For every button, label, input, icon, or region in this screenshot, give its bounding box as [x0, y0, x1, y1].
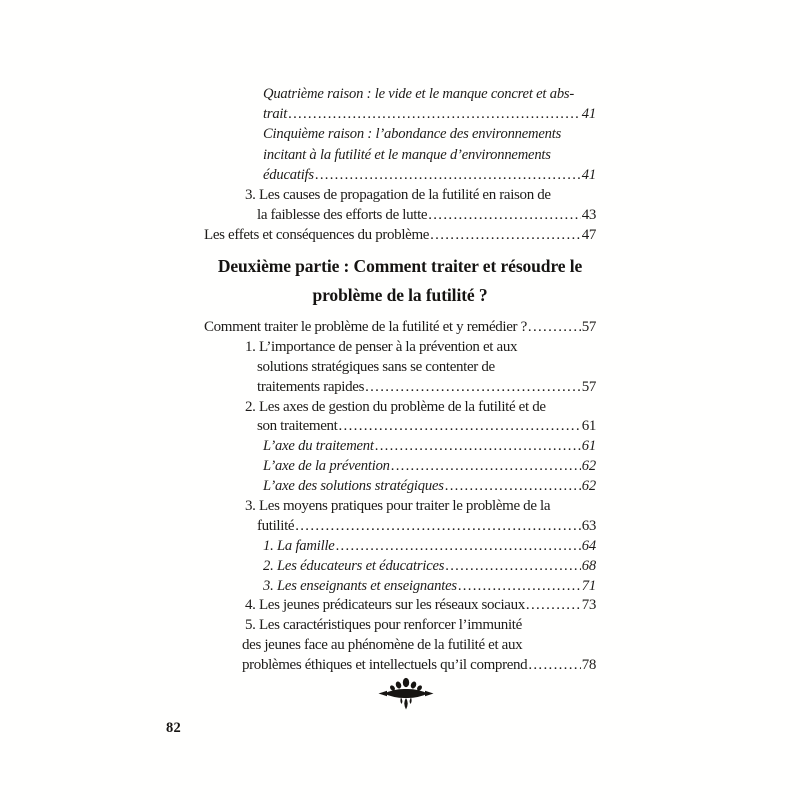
toc-entry-line — [204, 596, 596, 616]
toc-entry-text: 2. Les axes de gestion du problème de la futilité et de — [245, 398, 546, 415]
toc-entry-line — [204, 225, 596, 245]
toc-entry-page: 68 — [581, 557, 596, 574]
dot-leader — [458, 577, 581, 597]
dot-leader — [526, 596, 581, 616]
dot-leader — [336, 537, 581, 557]
toc-entry-line — [204, 378, 596, 398]
toc-entry-line — [204, 656, 596, 676]
toc-entry-page: 57 — [581, 319, 596, 335]
toc-entry-line — [204, 417, 596, 437]
toc-entry-line — [204, 517, 596, 537]
part-heading-line1: Deuxième partie : Comment traiter et résoudre le — [217, 256, 583, 276]
toc-entry-text: 2. Les éducateurs et éducatrices — [263, 557, 445, 574]
toc-entry-line — [204, 205, 596, 225]
toc-entry-line — [204, 84, 596, 104]
toc-entry-line — [204, 185, 596, 205]
toc-entry-page: 57 — [581, 378, 596, 395]
toc-entry-text: trait — [263, 106, 288, 123]
dot-leader — [295, 517, 580, 537]
fleuron-ornament-icon — [378, 677, 434, 711]
toc-entry-line — [204, 338, 596, 358]
toc-entry-text: L’axe du traitement — [263, 438, 374, 455]
toc-entry-text: incitant à la futilité et le manque d’environnements — [263, 146, 551, 163]
toc-entry-page: 62 — [581, 478, 596, 495]
toc-entry-text: 5. Les caractéristiques pour renforcer l’immunité — [245, 617, 522, 634]
toc-entry-text: 3. Les causes de propagation de la futilité en raison de — [245, 186, 551, 203]
toc-entry-text: solutions stratégiques sans se contenter de — [257, 358, 495, 375]
toc-entry-page: 61 — [581, 418, 596, 435]
toc-entry-line — [204, 497, 596, 517]
toc-block-main — [204, 318, 596, 676]
toc-entry-line — [204, 318, 596, 338]
toc-entry-page: 41 — [581, 166, 596, 183]
dot-leader — [445, 477, 581, 497]
toc-entry-text: traitements rapides — [257, 378, 365, 395]
toc-block-top — [204, 84, 596, 246]
page-number: 82 — [166, 720, 181, 736]
toc-entry-page: 63 — [581, 517, 596, 534]
toc-entry-line — [204, 165, 596, 185]
toc-entry-text: L’axe de la prévention — [263, 458, 390, 475]
toc-entry-text: Comment traiter le problème de la futilité et y remédier ? — [204, 319, 527, 335]
toc-entry-text: 1. La famille — [263, 537, 335, 554]
toc-entry-text: des jeunes face au phénomène de la futilité et aux — [242, 637, 523, 654]
toc-entry-line — [204, 636, 596, 656]
dot-leader — [430, 225, 581, 245]
toc-entry-text: Quatrième raison : le vide et le manque concret et abs- — [263, 86, 575, 102]
toc-entry-line — [204, 104, 596, 124]
toc-entry-line — [204, 358, 596, 378]
toc-entry-text: 3. Les enseignants et enseignantes — [263, 577, 457, 594]
dot-leader — [445, 557, 581, 577]
toc-entry-page: 47 — [581, 227, 596, 244]
dot-leader — [528, 318, 581, 338]
toc-entry-page: 64 — [581, 537, 596, 554]
toc-entry-text: 4. Les jeunes prédicateurs sur les réseaux sociaux — [245, 597, 525, 614]
toc-entry-text: son traitement — [257, 418, 338, 435]
toc-entry-text: la faiblesse des efforts de lutte — [257, 207, 428, 224]
toc-entry-text: L’axe des solutions stratégiques — [263, 478, 444, 495]
toc-entry-text: 3. Les moyens pratiques pour traiter le problème de la — [245, 498, 551, 515]
toc-entry-line — [204, 437, 596, 457]
toc-entry-page: 71 — [581, 577, 596, 594]
toc-entry-line — [204, 616, 596, 636]
dot-leader — [428, 205, 580, 225]
toc-entry-line — [204, 457, 596, 477]
toc-entry-line — [204, 477, 596, 497]
toc-entry-page: 61 — [581, 438, 596, 455]
part-heading — [0, 252, 800, 310]
toc-entry-page: 73 — [581, 597, 596, 614]
toc-entry-line — [204, 398, 596, 418]
toc-entry-text: 1. L’importance de penser à la prévention et aux — [245, 338, 518, 355]
dot-leader — [375, 437, 581, 457]
toc-entry-page: 62 — [581, 458, 596, 475]
toc-entry-text: problèmes éthiques et intellectuels qu’il comprend — [242, 657, 528, 674]
toc-entry-line — [204, 145, 596, 165]
dot-leader — [288, 104, 581, 124]
toc-entry-page: 78 — [581, 657, 596, 674]
dot-leader — [528, 656, 580, 676]
toc-entry-line — [204, 557, 596, 577]
toc-entry-line — [204, 537, 596, 557]
dot-leader — [365, 378, 581, 398]
toc-entry-text: Cinquième raison : l’abondance des environnements — [263, 126, 562, 143]
dot-leader — [339, 417, 581, 437]
toc-entry-text: Les effets et conséquences du problème — [204, 227, 430, 244]
toc-entry-page: 41 — [581, 106, 596, 123]
dot-leader — [391, 457, 581, 477]
toc-entry-line — [204, 577, 596, 597]
toc-entry-line — [204, 124, 596, 144]
dot-leader — [315, 165, 581, 185]
part-heading-line2: problème de la futilité ? — [312, 285, 488, 305]
toc-entry-text: éducatifs — [263, 166, 314, 183]
toc-entry-text: futilité — [257, 517, 295, 534]
toc-entry-page: 43 — [581, 207, 596, 224]
